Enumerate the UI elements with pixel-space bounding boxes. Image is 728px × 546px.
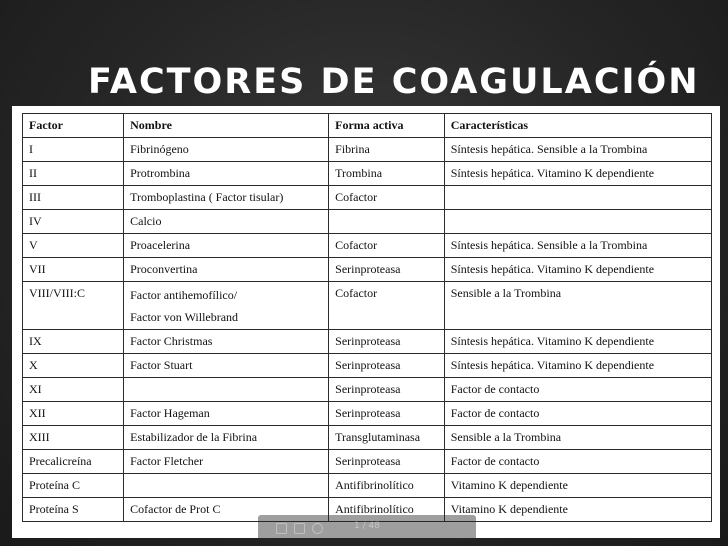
save-icon[interactable] (294, 523, 305, 534)
zoom-icon[interactable] (312, 523, 323, 534)
cell-factor: I (23, 138, 124, 162)
cell-nombre-line-1: Factor antihemofílico/ (130, 288, 238, 302)
slideshow-toolbar[interactable] (258, 515, 476, 541)
cell-nombre (124, 282, 329, 330)
table-row (23, 258, 712, 282)
cell-forma-activa: Serinproteasa (329, 258, 445, 282)
cell-forma-activa: Cofactor (329, 282, 445, 330)
cell-nombre: Factor Stuart (124, 354, 329, 378)
cell-caracteristicas: Síntesis hepática. Sensible a la Trombina (444, 234, 711, 258)
cell-factor: IV (23, 210, 124, 234)
coagulation-factors-table (22, 113, 712, 522)
cell-factor: VIII/VIII:C (23, 282, 124, 330)
cell-factor: Proteína S (23, 498, 124, 522)
cell-forma-activa: Cofactor (329, 234, 445, 258)
cell-nombre: Factor Christmas (124, 330, 329, 354)
cell-nombre: Protrombina (124, 162, 329, 186)
table-row (23, 354, 712, 378)
cell-nombre: Fibrinógeno (124, 138, 329, 162)
cell-nombre: Calcio (124, 210, 329, 234)
table-header-row (23, 114, 712, 138)
cell-forma-activa: Cofactor (329, 186, 445, 210)
cell-factor: Proteína C (23, 474, 124, 498)
cell-caracteristicas (444, 210, 711, 234)
cell-caracteristicas: Vitamino K dependiente (444, 498, 711, 522)
cell-nombre: Estabilizador de la Fibrina (124, 426, 329, 450)
cell-factor: XII (23, 402, 124, 426)
cell-factor: X (23, 354, 124, 378)
table-row (23, 162, 712, 186)
cell-caracteristicas: Síntesis hepática. Vitamino K dependiente (444, 354, 711, 378)
cell-forma-activa: Antifibrinolítico (329, 474, 445, 498)
cell-factor: IX (23, 330, 124, 354)
cell-caracteristicas: Factor de contacto (444, 378, 711, 402)
table-row (23, 426, 712, 450)
table-row (23, 330, 712, 354)
table-row (23, 450, 712, 474)
header-caracteristicas: Características (444, 114, 711, 138)
table-row (23, 378, 712, 402)
cell-forma-activa: Transglutaminasa (329, 426, 445, 450)
cell-caracteristicas: Síntesis hepática. Vitamino K dependiente (444, 330, 711, 354)
cell-caracteristicas: Factor de contacto (444, 402, 711, 426)
table-row (23, 282, 712, 330)
cell-nombre: Factor Hageman (124, 402, 329, 426)
cell-forma-activa: Antifibrinolítico (329, 498, 445, 522)
cell-nombre: Factor Fletcher (124, 450, 329, 474)
cell-nombre (124, 474, 329, 498)
table-sheet (12, 106, 720, 538)
cell-caracteristicas: Vitamino K dependiente (444, 474, 711, 498)
cell-forma-activa: Serinproteasa (329, 330, 445, 354)
cell-nombre: Tromboplastina ( Factor tisular) (124, 186, 329, 210)
cell-nombre-line-2: Factor von Willebrand (130, 310, 239, 324)
cell-forma-activa: Serinproteasa (329, 378, 445, 402)
cell-factor: III (23, 186, 124, 210)
header-forma-activa: Forma activa (329, 114, 445, 138)
cell-caracteristicas (444, 186, 711, 210)
cell-forma-activa: Serinproteasa (329, 450, 445, 474)
cell-forma-activa: Serinproteasa (329, 402, 445, 426)
page-indicator: 1 / 48 (354, 521, 380, 531)
cell-factor: XIII (23, 426, 124, 450)
cell-factor: Precalicreína (23, 450, 124, 474)
cell-caracteristicas: Síntesis hepática. Vitamino K dependiente (444, 162, 711, 186)
cell-caracteristicas: Sensible a la Trombina (444, 282, 711, 330)
header-nombre: Nombre (124, 114, 329, 138)
slide-title: FACTORES DE COAGULACIÓN (88, 62, 700, 102)
cell-forma-activa: Fibrina (329, 138, 445, 162)
cell-caracteristicas: Factor de contacto (444, 450, 711, 474)
cell-forma-activa (329, 210, 445, 234)
cell-nombre: Proconvertina (124, 258, 329, 282)
cell-nombre: Cofactor de Prot C (124, 498, 329, 522)
cell-nombre: Proacelerina (124, 234, 329, 258)
table-row (23, 210, 712, 234)
cell-factor: V (23, 234, 124, 258)
cell-factor: VII (23, 258, 124, 282)
cell-caracteristicas: Síntesis hepática. Vitamino K dependiente (444, 258, 711, 282)
header-factor: Factor (23, 114, 124, 138)
cell-nombre (124, 378, 329, 402)
cell-factor: XI (23, 378, 124, 402)
table-row (23, 234, 712, 258)
cell-caracteristicas: Síntesis hepática. Sensible a la Trombina (444, 138, 711, 162)
table-row (23, 138, 712, 162)
print-icon[interactable] (276, 523, 287, 534)
cell-factor: II (23, 162, 124, 186)
cell-forma-activa: Serinproteasa (329, 354, 445, 378)
table-row (23, 402, 712, 426)
table-row (23, 474, 712, 498)
table-row (23, 186, 712, 210)
cell-forma-activa: Trombina (329, 162, 445, 186)
cell-caracteristicas: Sensible a la Trombina (444, 426, 711, 450)
